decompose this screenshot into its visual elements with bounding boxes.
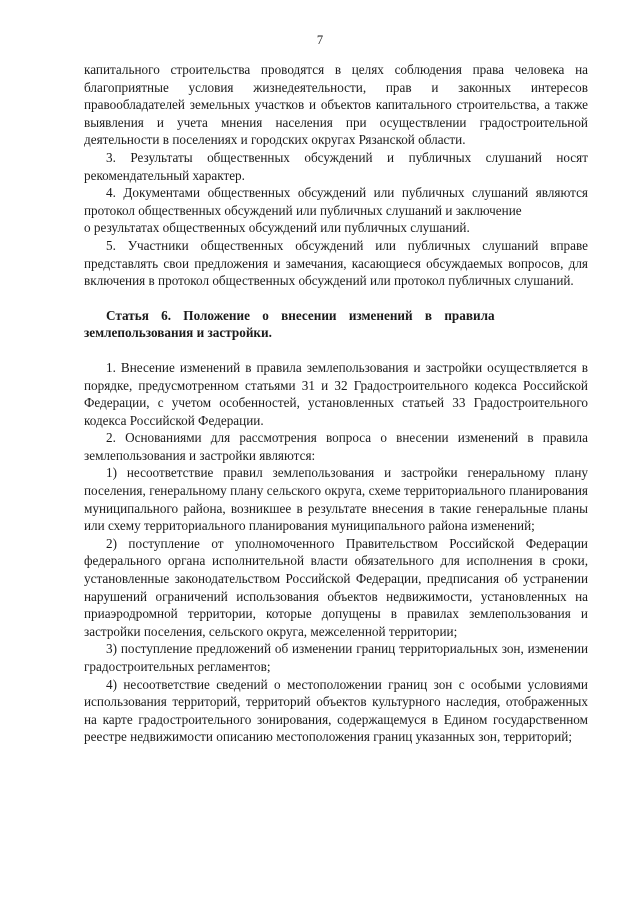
article-6-title-line-1: Статья 6. Положение о внесении изменений в правила <box>106 307 495 323</box>
article-6-heading <box>84 307 588 342</box>
page-number: 7 <box>316 33 324 47</box>
paragraph-5: 5. Участники общественных обсуждений или публичных слушаний вправе представлять свои предложения и замечания, касающиеся обсуждаемых вопросов, для включения в протокол общественных обсуждений или протокол публичных слушаний. <box>84 237 588 289</box>
article-6-paragraph-1: 1. Внесение изменений в правила землепользования и застройки осуществляется в порядке, предусмотренном статьями 31 и 32 Градостроительного кодекса Российской Федерации, с учетом особенностей, установленных статьей 33 Градостроительного кодекса Российской Федерации. <box>84 359 588 428</box>
article-6-item-4: 4) несоответствие сведений о местоположении границ зон с особыми условиями использования территорий, территорий объектов культурного наследия, отображенных на карте градостроительного зонирования, содержащемуся в Едином государственном реестре недвижимости описанию местоположения границ указанных зон, территорий; <box>84 676 588 745</box>
document-body <box>84 61 588 746</box>
article-6-item-1: 1) несоответствие правил землепользования и застройки генеральному плану поселения, генеральному плану сельского округа, схеме территориального планирования муниципального района, возникшее в результате внесения в такие генеральные планы или схему территориального планирования муниципального района изменений; <box>84 465 588 534</box>
article-6-title-line-2: землепользования и застройки. <box>84 325 272 341</box>
article-6-item-3: 3) поступление предложений об изменении границ территориальных зон, изменении градостроительных регламентов; <box>84 641 588 674</box>
article-6-item-2: 2) поступление от уполномоченного Правительством Российской Федерации федерального органа исполнительной власти обязательного для исполнения в сроки, установленные законодательством Российской Федерации, предписания об устранении нарушений ограничений использования объектов недвижимости, установленных на приаэродромной территории, которые допущены в правилах землепользования и застройки поселения, сельского округа, межселенной территории; <box>84 535 588 639</box>
paragraph-continuation: капитального строительства проводятся в целях соблюдения права человека на благоприятные условия жизнедеятельности, прав и законных интересов правообладателей земельных участков и объектов капитального строительства, а также выявления и учета мнения населения при осуществлении градостроительной деятельности в поселениях и городских округах Рязанской области. <box>84 62 588 148</box>
paragraph-3: 3. Результаты общественных обсуждений и публичных слушаний носят рекомендательный характер. <box>84 149 588 183</box>
paragraph-4a: 4. Документами общественных обсуждений или публичных слушаний являются протокол общественных обсуждений или публичных слушаний и заключение <box>84 185 588 218</box>
paragraph-4b: о результатах общественных обсуждений или публичных слушаний. <box>84 220 470 236</box>
article-6-paragraph-2: 2. Основаниями для рассмотрения вопроса о внесении изменений в правила землепользования и застройки являются: <box>84 430 588 463</box>
